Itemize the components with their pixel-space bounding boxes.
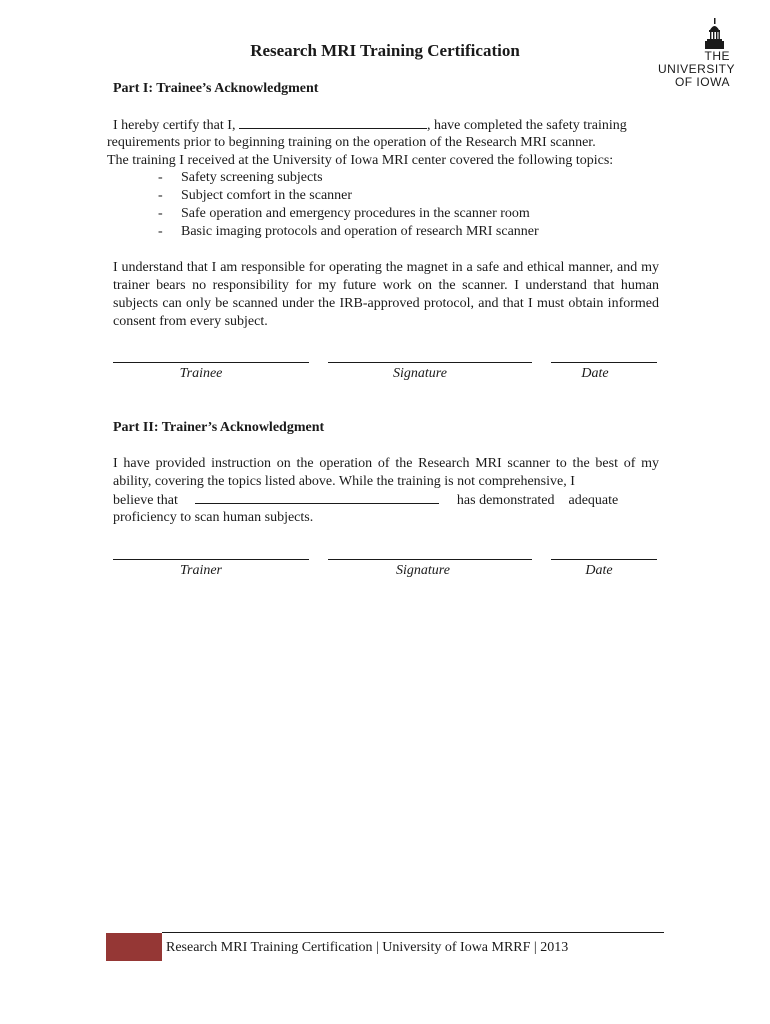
trainee-signature-label: Signature xyxy=(393,366,447,381)
footer-text: Research MRI Training Certification | University of Iowa MRRF | 2013 xyxy=(166,940,569,955)
responsibility-paragraph: I understand that I am responsible for operating the magnet in a safe and ethical manner, and my trainer bears no responsibility for my future work on the scanner. I understand that human subjects can only be scanned under the IRB-approved protocol, and that I must obtain informed consent from every subject. xyxy=(113,260,659,329)
trainer-signature-line[interactable] xyxy=(328,559,532,560)
logo-line-3: OF IOWA xyxy=(674,75,730,89)
trainer-date-label: Date xyxy=(585,563,613,578)
old-capitol-dome-icon xyxy=(658,18,730,50)
footer-divider xyxy=(162,932,664,933)
footer-accent-bar xyxy=(106,933,162,961)
trainee-signature-line[interactable] xyxy=(328,362,532,363)
trainer-line[interactable] xyxy=(113,559,309,560)
certify-line-2: requirements prior to beginning training on the operation of the Research MRI scanner. xyxy=(107,135,596,150)
trainer-date-line[interactable] xyxy=(551,559,657,560)
believe-suffix: has demonstrated adequate xyxy=(456,493,619,508)
trainee-name-blank[interactable] xyxy=(239,116,427,129)
proficiency-line: proficiency to scan human subjects. xyxy=(113,510,314,525)
trainee-proficiency-blank[interactable] xyxy=(195,491,439,504)
part2-heading: Part II: Trainer’s Acknowledgment xyxy=(113,420,325,435)
trainer-paragraph: I have provided instruction on the operation of the Research MRI scanner to the best of my ability, covering the topics listed above. While the training is not comprehensive, I xyxy=(113,456,659,489)
trainee-line[interactable] xyxy=(113,362,309,363)
logo-line-2: UNIVERSITY xyxy=(658,62,736,76)
list-item: - Subject comfort in the scanner xyxy=(158,188,353,203)
trainer-signature-label: Signature xyxy=(396,563,450,578)
believe-prefix: believe that xyxy=(113,493,178,508)
topics-list xyxy=(158,169,539,241)
university-logo xyxy=(658,18,736,90)
trainer-label: Trainer xyxy=(179,563,222,578)
trainee-date-label: Date xyxy=(581,366,609,381)
believe-line xyxy=(113,491,659,510)
list-item: - Safety screening subjects xyxy=(158,170,323,185)
trainee-date-line[interactable] xyxy=(551,362,657,363)
trainee-label: Trainee xyxy=(179,366,223,381)
logo-line-1: THE xyxy=(704,49,730,63)
certify-prefix: I hereby certify that I, xyxy=(113,118,236,133)
part1-certify-line xyxy=(113,116,659,135)
certify-suffix: , have completed the safety training xyxy=(426,118,627,133)
page-title: Research MRI Training Certification xyxy=(250,41,520,60)
list-item: - Basic imaging protocols and operation of research MRI scanner xyxy=(158,224,539,239)
list-item: - Safe operation and emergency procedures in the scanner room xyxy=(158,206,530,221)
part1-heading: Part I: Trainee’s Acknowledgment xyxy=(113,81,319,96)
certify-line-3: The training I received at the University of Iowa MRI center covered the following topics: xyxy=(107,153,614,168)
